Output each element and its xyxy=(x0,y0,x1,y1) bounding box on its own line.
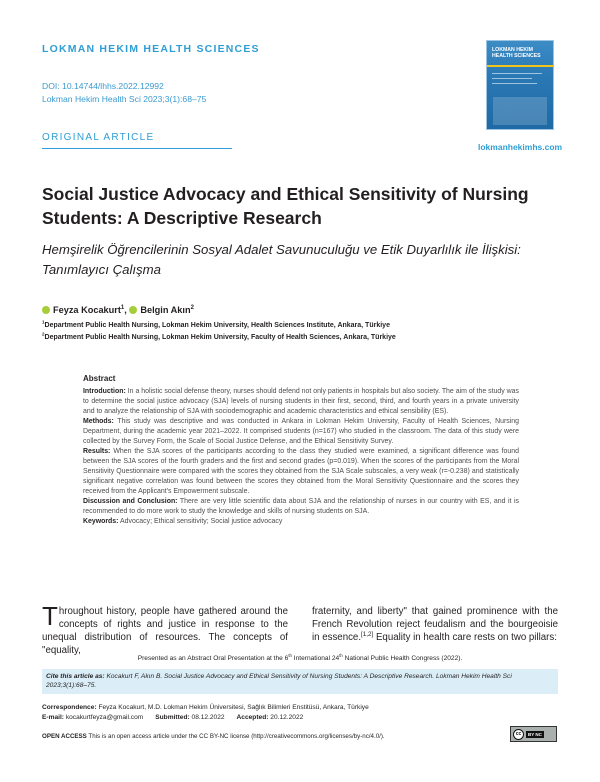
abstract-introduction xyxy=(83,387,519,417)
doi-link[interactable]: DOI: 10.14744/lhhs.2022.12992 xyxy=(42,81,164,91)
orcid-icon[interactable] xyxy=(129,306,137,314)
dropcap: T xyxy=(42,601,58,631)
results-text: When the SJA scores of the participants according to the class they studied were examined, a significant difference was found between the SJA scores of the fourth graders and the first and second grades (p=0.019). When the scores of the participants from the Moral Sensitivity Questionnaire were compared with the scores they obtained from the SJA Scale subscales, a very weak (r=-0.238) and statistically significant negative correlation was found between the scores they obtained from the Moral Sensitivity Questionnaire and the scores they received from the Applicant's Empowerment subscale. xyxy=(83,448,519,495)
email-dates-line: E-mail: kocakurtfeyza@gmail.com Submitted: 08.12.2022 Accepted: 20.12.2022 xyxy=(42,714,304,721)
affiliation-text: Department Public Health Nursing, Lokman Hekim University, Health Sciences Institute, Ankara, Türkiye xyxy=(44,322,390,329)
article-type-divider xyxy=(42,148,232,149)
affiliation-text: Department Public Health Nursing, Lokman Hekim University, Faculty of Health Sciences, Ankara, Türkiye xyxy=(44,334,396,341)
abstract-discussion xyxy=(83,497,519,517)
discussion-label: Discussion and Conclusion: xyxy=(83,498,178,505)
correspondence-block xyxy=(42,703,369,723)
cover-band xyxy=(487,65,553,67)
cite-label: Cite this article as: xyxy=(46,673,105,680)
abstract-keywords xyxy=(83,517,519,527)
abstract-methods xyxy=(83,417,519,447)
keywords-text: Advocacy; Ethical sensitivity; Social justice advocacy xyxy=(120,518,283,525)
doi-block xyxy=(42,80,206,106)
cover-line xyxy=(492,83,537,84)
affiliation xyxy=(42,331,396,341)
affiliation-sup: 2 xyxy=(42,331,45,337)
cover-figure xyxy=(493,97,547,125)
author-sup: 2 xyxy=(190,304,194,311)
presentation-note: Presented as an Abstract Oral Presentation at the 6th International 24th National Public Health Congress (2022). xyxy=(137,652,463,662)
journal-cover-image[interactable] xyxy=(486,40,554,130)
methods-text: This study was descriptive and was conducted in Ankara in Lokman Hekim University, Faculty of Health Sciences, Nursing Department, during the academic year 2021–2022. It comprised students (n=167) who studied in the classroom. The data of this study were collected by the Survey Form, the Scale of Social Justice Defense, and the Ethical Sensitivity Survey. xyxy=(83,418,519,445)
abstract xyxy=(83,374,519,527)
cc-license-badge-icon[interactable] xyxy=(510,726,557,742)
author-name: Feyza Kocakurt xyxy=(53,305,121,315)
affiliation-sup: 1 xyxy=(42,319,45,325)
accepted-date: 20.12.2022 xyxy=(270,714,304,721)
keywords-label: Keywords: xyxy=(83,518,119,525)
email-link[interactable]: kocakurtfeyza@gmail.com xyxy=(65,714,144,721)
discussion-text: There are very little scientific data about SJA and the relationship of nurses in our country with ES, and it is recommended to do more work to study the knowledge and skills of nursing students on SJA. xyxy=(83,498,519,515)
author-list: Feyza Kocakurt$^1$, Belgin Akın$^2$ xyxy=(42,305,194,315)
article-type: ORIGINAL ARTICLE xyxy=(42,132,155,143)
intro-label: Introduction: xyxy=(83,388,126,395)
body-text: hroughout history, people have gathered around the concepts of rights and justice in response to the unequal distribution of resources. The concepts of "equality, xyxy=(42,606,288,656)
body-text: fraternity, and liberty" that gained prominence with the French Revolution reject feudalism and the bourgeoisie in essence. xyxy=(312,606,558,643)
cite-this-article-box xyxy=(42,669,558,694)
results-label: Results: xyxy=(83,448,111,455)
methods-label: Methods: xyxy=(83,418,114,425)
abstract-heading: Abstract xyxy=(83,374,116,383)
cc-symbol: cc xyxy=(513,729,524,740)
body-text: Equality in health care rests on two pillars: xyxy=(373,632,557,643)
cite-text: Kocakurt F, Akın B. Social Justice Advocacy and Ethical Sensitivity of Nursing Students: A Descriptive Research. Lokman Hekim Health Sci 2023;3(1):68–75. xyxy=(46,673,512,689)
journal-name: LOKMAN HEKIM HEALTH SCIENCES xyxy=(42,43,260,55)
reference-link[interactable]: [1,2] xyxy=(361,630,374,638)
correspondence-line: Correspondence: Feyza Kocakurt, M.D. Lokman Hekim Üniversitesi, Sağlık Bilimleri Enstitüsü, Ankara, Türkiye xyxy=(42,704,369,711)
cover-line xyxy=(492,78,532,79)
intro-text: In a holistic social defense theory, nurses should defend not only patients in hospitals but also society. The aim of the study was to determine the social justice advocacy (SJA) levels of nursing students in their first, second, third, and fourth years in a private university and to analyze the relationship of SJA with sociodemographic and academic characteristics and ethical sensibility (ES). xyxy=(83,388,519,415)
article-title-turkish: Hemşirelik Öğrencilerinin Sosyal Adalet Savunuculuğu ve Etik Duyarlılık ile İlişkisi: Tanımlayıcı Çalışma xyxy=(42,242,521,277)
orcid-icon[interactable] xyxy=(42,306,50,314)
open-access-note xyxy=(42,733,385,740)
journal-website-link[interactable]: lokmanhekimhs.com xyxy=(478,142,563,152)
author-name: Belgin Akın xyxy=(140,305,191,315)
body-column-left xyxy=(42,601,288,657)
citation-short: Lokman Hekim Health Sci 2023;3(1):68–75 xyxy=(42,94,207,104)
abstract-results xyxy=(83,447,519,497)
cover-line xyxy=(492,73,542,74)
affiliation xyxy=(42,319,390,329)
license-text[interactable]: This is an open access article under the CC BY-NC license (http://creativecommons.org/licenses/by-nc/4.0/). xyxy=(88,733,385,740)
author-sup: 1 xyxy=(120,304,125,311)
license-badge-text: BY NC xyxy=(528,731,542,737)
article-title: Social Justice Advocacy and Ethical Sensitivity of Nursing Students: A Descriptive Research xyxy=(42,184,529,228)
submitted-date: 08.12.2022 xyxy=(191,714,225,721)
open-access-label: OPEN ACCESS xyxy=(42,733,87,740)
body-column-right xyxy=(312,605,558,644)
cover-title: LOKMAN HEKIM HEALTH SCIENCES xyxy=(492,47,541,59)
